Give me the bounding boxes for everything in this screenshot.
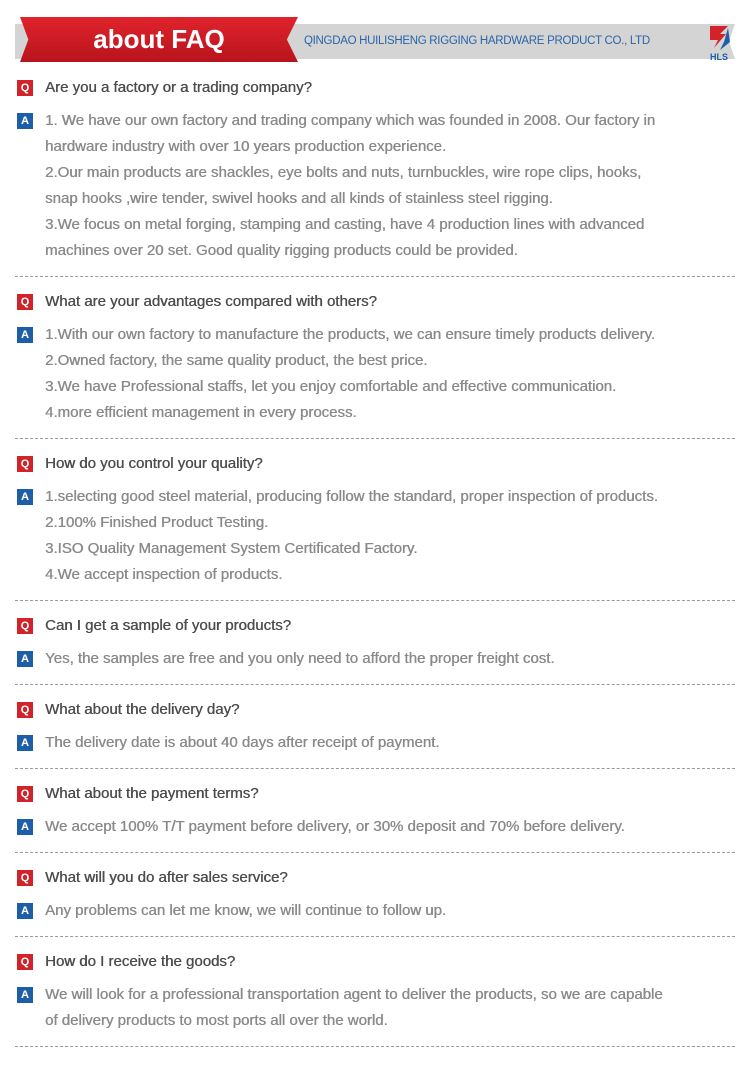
answer-line	[15, 646, 735, 672]
answer-line	[15, 400, 735, 426]
question-text: Can I get a sample of your products?	[45, 617, 291, 634]
answer-text: 4.more efficient management in every process.	[45, 404, 357, 421]
question-row	[15, 451, 735, 477]
q-badge-icon: Q	[17, 294, 33, 310]
answer-block	[15, 108, 735, 264]
a-badge-icon: A	[17, 113, 33, 129]
a-badge-icon: A	[17, 903, 33, 919]
q-badge-icon: Q	[17, 618, 33, 634]
question-row	[15, 289, 735, 315]
answer-line	[15, 730, 735, 756]
answer-line	[15, 212, 735, 238]
q-badge-icon: Q	[17, 954, 33, 970]
answer-block	[15, 982, 735, 1034]
answer-text: Any problems can let me know, we will continue to follow up.	[45, 902, 447, 919]
answer-block	[15, 322, 735, 426]
answer-line	[15, 536, 735, 562]
answer-block	[15, 646, 735, 672]
answer-text: 3.ISO Quality Management System Certificated Factory.	[45, 540, 418, 557]
a-badge-icon: A	[17, 987, 33, 1003]
answer-text: The delivery date is about 40 days after receipt of payment.	[45, 734, 440, 751]
faq-item	[15, 685, 735, 769]
question-text: What about the payment terms?	[45, 785, 259, 802]
answer-line	[15, 814, 735, 840]
answer-block	[15, 484, 735, 588]
question-text: How do you control your quality?	[45, 455, 263, 472]
a-badge-icon: A	[17, 489, 33, 505]
a-badge-icon: A	[17, 735, 33, 751]
answer-line	[15, 484, 735, 510]
answer-line	[15, 108, 735, 134]
question-text: How do I receive the goods?	[45, 953, 236, 970]
answer-text: 1. We have our own factory and trading company which was founded in 2008. Our factory in	[45, 112, 656, 129]
question-row	[15, 865, 735, 891]
answer-line	[15, 348, 735, 374]
answer-line	[15, 186, 735, 212]
faq-item	[15, 853, 735, 937]
answer-text: 1.selecting good steel material, producing follow the standard, proper inspection of products.	[45, 488, 658, 505]
answer-text: 1.With our own factory to manufacture the products, we can ensure timely products delivery.	[45, 326, 656, 343]
a-badge-icon: A	[17, 819, 33, 835]
answer-line	[15, 374, 735, 400]
answer-line	[15, 134, 735, 160]
question-row	[15, 613, 735, 639]
hls-logo-icon	[700, 22, 738, 62]
answer-text: of delivery products to most ports all over the world.	[45, 1012, 388, 1029]
answer-line	[15, 898, 735, 924]
answer-line	[15, 322, 735, 348]
svg-text:HLS: HLS	[710, 52, 728, 62]
question-row	[15, 75, 735, 101]
answer-text: 2.Owned factory, the same quality product, the best price.	[45, 352, 428, 369]
faq-item	[15, 601, 735, 685]
answer-block	[15, 730, 735, 756]
answer-text: Yes, the samples are free and you only need to afford the proper freight cost.	[45, 650, 555, 667]
faq-item	[15, 277, 735, 439]
faq-header	[0, 0, 750, 70]
question-row	[15, 781, 735, 807]
answer-text: 3.We focus on metal forging, stamping and casting, have 4 production lines with advanced	[45, 216, 645, 233]
answer-line	[15, 1008, 735, 1034]
faq-item	[15, 937, 735, 1047]
q-badge-icon: Q	[17, 786, 33, 802]
q-badge-icon: Q	[17, 80, 33, 96]
faq-item	[15, 769, 735, 853]
question-text: What are your advantages compared with others?	[45, 293, 377, 310]
answer-text: We will look for a professional transportation agent to deliver the products, so we are capable	[45, 986, 663, 1003]
company-name: QINGDAO HUILISHENG RIGGING HARDWARE PRODUCT CO., LTD	[304, 35, 650, 47]
answer-text: 2.Our main products are shackles, eye bolts and nuts, turnbuckles, wire rope clips, hooks,	[45, 164, 642, 181]
answer-line	[15, 510, 735, 536]
q-badge-icon: Q	[17, 456, 33, 472]
question-text: Are you a factory or a trading company?	[45, 79, 312, 96]
faq-list	[0, 63, 750, 1047]
a-badge-icon: A	[17, 327, 33, 343]
answer-line	[15, 238, 735, 264]
faq-item	[15, 439, 735, 601]
answer-text: machines over 20 set. Good quality rigging products could be provided.	[45, 242, 518, 259]
question-row	[15, 697, 735, 723]
answer-text: snap hooks ,wire tender, swivel hooks and all kinds of stainless steel rigging.	[45, 190, 553, 207]
answer-text: 2.100% Finished Product Testing.	[45, 514, 269, 531]
q-badge-icon: Q	[17, 702, 33, 718]
answer-line	[15, 982, 735, 1008]
q-badge-icon: Q	[17, 870, 33, 886]
question-row	[15, 949, 735, 975]
answer-line	[15, 160, 735, 186]
answer-text: hardware industry with over 10 years production experience.	[45, 138, 447, 155]
question-text: What will you do after sales service?	[45, 869, 288, 886]
answer-line	[15, 562, 735, 588]
answer-text: We accept 100% T/T payment before delivery, or 30% deposit and 70% before delivery.	[45, 818, 625, 835]
answer-block	[15, 898, 735, 924]
question-text: What about the delivery day?	[45, 701, 240, 718]
answer-text: 3.We have Professional staffs, let you enjoy comfortable and effective communication.	[45, 378, 617, 395]
answer-block	[15, 814, 735, 840]
faq-item	[15, 63, 735, 277]
a-badge-icon: A	[17, 651, 33, 667]
answer-text: 4.We accept inspection of products.	[45, 566, 283, 583]
page-title: about FAQ	[93, 24, 225, 54]
